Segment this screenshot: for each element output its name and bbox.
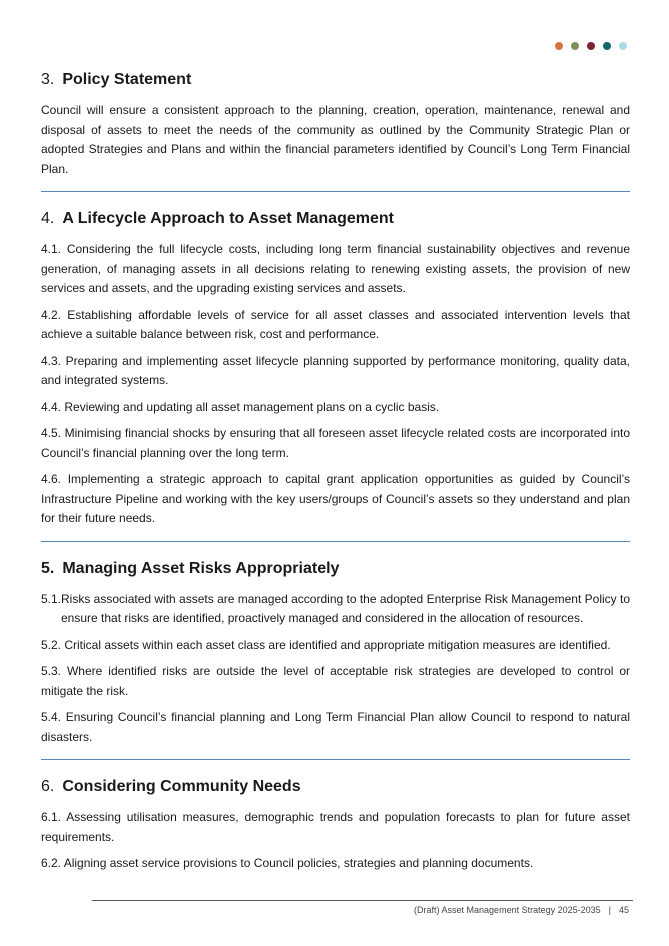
section-heading	[41, 560, 630, 578]
section-managing-risks	[41, 560, 630, 748]
paragraph: 4.6. Implementing a strategic approach to capital grant application opportunities as guided by Council’s Infrastructure Pipeline and working with the key users/groups of Council’s assets so they understand and plan for their future needs.	[41, 472, 630, 525]
section-number: 5.	[41, 559, 55, 577]
section-policy-statement	[41, 71, 630, 179]
section-heading	[41, 210, 630, 228]
section-title: Policy Statement	[62, 71, 192, 88]
section-title: A Lifecycle Approach to Asset Management	[62, 210, 394, 227]
page-footer	[414, 905, 629, 915]
paragraph: 6.2. Aligning asset service provisions to Council policies, strategies and planning documents.	[41, 856, 534, 870]
section-number: 3.	[41, 71, 55, 88]
paragraph: 5.4. Ensuring Council’s financial planning and Long Term Financial Plan allow Council to respond to natural disasters.	[41, 710, 630, 744]
paragraph: 5.2. Critical assets within each asset class are identified and appropriate mitigation measures are identified.	[41, 637, 611, 652]
section-community-needs	[41, 778, 630, 874]
footer-separator: |	[608, 905, 611, 915]
header-dot	[555, 42, 563, 50]
header-dots	[555, 42, 627, 50]
section-heading	[41, 778, 630, 796]
page-content	[41, 71, 630, 881]
paragraph: 4.3. Preparing and implementing asset lifecycle planning supported by performance monitoring, quality data, and integrated systems.	[41, 353, 630, 387]
section-divider	[41, 191, 630, 192]
paragraph: Council will ensure a consistent approach to the planning, creation, operation, maintenance, renewal and disposal of assets to meet the needs of the community as outlined by the Community Strategic Plan or adopted Strategies and Plans and within the financial parameters identified by Council’s Long Term Financial Plan.	[41, 103, 630, 176]
page-number: 45	[618, 905, 629, 915]
paragraph: 4.2. Establishing affordable levels of service for all asset classes and associated intervention levels that achieve a suitable balance between risk, cost and performance.	[41, 307, 630, 341]
section-heading	[41, 71, 630, 89]
header-dot	[571, 42, 579, 50]
paragraph: 6.1. Assessing utilisation measures, demographic trends and population forecasts to plan for future asset requirements.	[41, 810, 630, 844]
paragraph: 4.1. Considering the full lifecycle costs, including long term financial sustainability objectives and revenue generation, of managing assets in all decisions relating to renewing existing assets, the provision of new services and assets, and the upgrading existing services and assets.	[41, 242, 630, 295]
section-title: Considering Community Needs	[62, 778, 301, 795]
section-divider	[41, 759, 630, 760]
section-divider	[41, 541, 630, 542]
header-dot	[587, 42, 595, 50]
paragraph: 5.1.Risks associated with assets are managed according to the adopted Enterprise Risk Management Policy to ensure that risks are identified, proactively managed and considered in the allocation of resources.	[41, 591, 630, 625]
paragraph: 4.5. Minimising financial shocks by ensuring that all foreseen asset lifecycle related costs are incorporated into Council’s financial planning over the long term.	[41, 426, 630, 460]
section-title: Managing Asset Risks Appropriately	[62, 559, 340, 577]
paragraph: 5.3. Where identified risks are outside the level of acceptable risk strategies are developed to control or mitigate the risk.	[41, 664, 630, 698]
section-number: 4.	[41, 210, 55, 227]
header-dot	[603, 42, 611, 50]
footer-doc-title: (Draft) Asset Management Strategy 2025-2035	[414, 905, 601, 915]
header-dot	[619, 42, 627, 50]
paragraph: 4.4. Reviewing and updating all asset management plans on a cyclic basis.	[41, 399, 440, 414]
footer-rule	[92, 900, 633, 901]
section-lifecycle-approach	[41, 210, 630, 529]
section-number: 6.	[41, 778, 55, 795]
